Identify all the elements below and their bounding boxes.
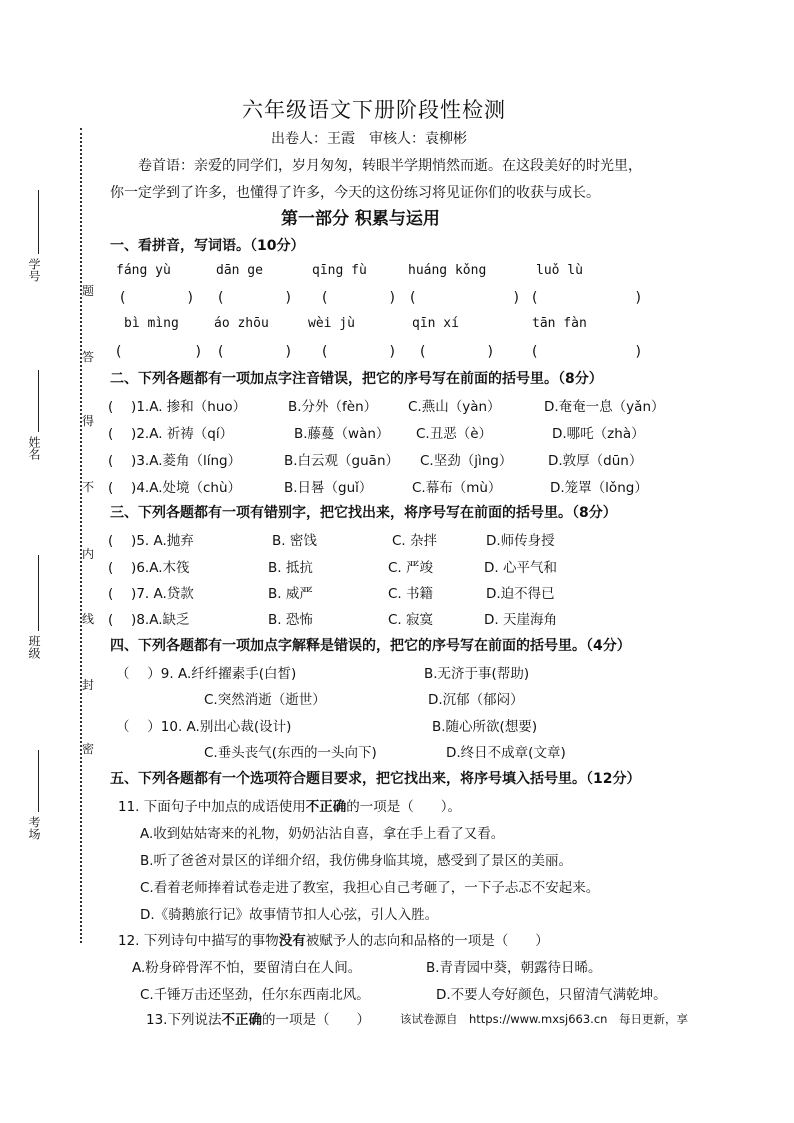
q13-stem[interactable]: 13.下列说法不正确的一项是（ ） [146, 1012, 370, 1028]
seal-char: 得 [82, 414, 95, 428]
pinyin-5: luǒ lù [536, 263, 583, 278]
q3-stem[interactable]: ( )3.A.菱角（líng） [108, 453, 242, 469]
q4-option-d: D.笼罩（lǒng） [550, 480, 648, 496]
field-line-class[interactable] [38, 555, 39, 631]
q1-option-c: C.燕山（yàn） [408, 399, 501, 415]
seal-char: 不 [82, 480, 95, 494]
seal-char: 封 [82, 678, 95, 692]
intro-line-2: 你一定学到了许多，也懂得了许多，今天的这份练习将见证你们的收获与成长。 [110, 185, 600, 201]
q3-option-c: C.坚劲（jìng） [420, 453, 513, 469]
q3-option-b: B.白云观（guān） [284, 453, 400, 469]
q2-stem[interactable]: ( )2.A. 祈祷（qí） [108, 426, 234, 442]
q9-option-d: D.沉郁（郁闷） [428, 692, 524, 708]
q11-option-b: B.听了爸爸对景区的详细介绍，我仿佛身临其境，感受到了景区的美丽。 [140, 853, 573, 869]
q9-stem[interactable]: （ ）9. A.纤纤擢素手(白皙) [116, 666, 297, 682]
q3-option-d: D.敦厚（dūn） [548, 453, 643, 469]
seal-char: 答 [82, 350, 95, 364]
q12-stem[interactable]: 12. 下列诗句中描写的事物没有被赋予人的志向和品格的一项是（ ） [118, 933, 549, 949]
q2-option-c: C.丑恶（è） [416, 426, 493, 442]
field-label-class: 班级 [27, 635, 41, 659]
q12-option-a: A.粉身碎骨浑不怕，要留清白在人间。 [132, 960, 362, 976]
q9-option-b: B.无济于事(帮助) [424, 666, 530, 682]
q5-option-c: C. 杂拌 [392, 533, 438, 549]
q2-option-d: D.哪吒（zhà） [552, 426, 645, 442]
intro-line-1: 卷首语：亲爱的同学们，岁月匆匆，转眼半学期悄然而逝。在这段美好的时光里， [138, 158, 642, 174]
q11-option-a: A.收到姑姑寄来的礼物，奶奶沾沾自喜，拿在手上看了又看。 [140, 826, 505, 842]
pinyin-2: dān ge [216, 263, 263, 278]
answer-blank[interactable]: ( ) [532, 344, 655, 360]
section-5-title: 五、下列各题都有一个选项符合题目要求，把它找出来，将序号填入括号里。（12分） [110, 771, 641, 787]
q7-option-c: C. 书籍 [388, 586, 434, 602]
q6-option-c: C. 严竣 [388, 560, 434, 576]
q10-option-d: D.终日不成章(文章) [446, 745, 566, 761]
q5-option-b: B. 密饯 [272, 533, 317, 549]
q4-stem[interactable]: ( )4.A.处境（chù） [108, 480, 242, 496]
answer-blank[interactable]: ( ) [322, 344, 400, 360]
field-label-student-id: 学号 [27, 258, 41, 282]
authors-line: 出卷人：王霞 审核人：袁柳彬 [271, 131, 467, 147]
pinyin-1: fáng yù [116, 263, 171, 278]
answer-blank[interactable]: ( ) [218, 344, 296, 360]
q6-option-b: B. 抵抗 [268, 560, 313, 576]
q7-stem[interactable]: ( )7. A.贷款 [108, 586, 194, 602]
q4-option-b: B.日晷（guǐ） [284, 480, 373, 496]
q8-option-c: C. 寂寞 [388, 612, 434, 628]
q8-option-d: D. 天崖海角 [484, 612, 557, 628]
q6-option-d: D. 心平气和 [484, 560, 557, 576]
seal-char: 密 [82, 742, 95, 756]
part-title: 第一部分 积累与运用 [281, 209, 440, 229]
pinyin-4: huáng kǒng [408, 263, 487, 278]
pinyin-9: qīn xí [412, 316, 459, 331]
q4-option-c: C.幕布（mù） [412, 480, 502, 496]
q9-option-c: C.突然消逝（逝世） [204, 692, 326, 708]
q1-option-d: D.奄奄一息（yǎn） [544, 399, 665, 415]
field-label-name: 姓名 [27, 436, 41, 460]
pinyin-7: áo zhōu [214, 316, 269, 331]
q7-option-d: D.迫不得已 [486, 586, 555, 602]
pinyin-6: bì mìng [124, 316, 179, 331]
q11-option-d: D.《骑鹅旅行记》故事情节扣人心弦，引人入胜。 [140, 907, 439, 923]
section-2-title: 二、下列各题都有一项加点字注音错误，把它的序号写在前面的括号里。（8分） [110, 371, 603, 387]
section-1-title: 一、看拼音，写词语。（10分） [110, 238, 305, 254]
q1-option-b: B.分外（fèn） [288, 399, 378, 415]
q10-option-b: B.随心所欲(想要) [432, 719, 538, 735]
q1-stem[interactable]: ( )1.A. 掺和（huo） [108, 399, 247, 415]
q12-option-d: D.不要人夸好颜色，只留清气满乾坤。 [436, 987, 667, 1003]
field-line-student-id[interactable] [38, 190, 39, 254]
source-watermark-text: 该试卷源自 https://www.mxsj663.cn 每日更新，享 [400, 1012, 688, 1026]
q5-stem[interactable]: ( )5. A.抛弃 [108, 533, 194, 549]
q12-option-c: C.千锤万击还坚劲，任尔东西南北风。 [140, 987, 370, 1003]
answer-blank[interactable]: ( ) [420, 344, 498, 360]
q5-option-d: D.师传身授 [486, 533, 555, 549]
pinyin-3: qīng fù [312, 263, 367, 278]
field-line-name[interactable] [38, 370, 39, 432]
answer-blank[interactable]: ( ) [322, 290, 400, 306]
answer-blank[interactable]: ( ) [410, 290, 533, 306]
answer-blank[interactable]: ( ) [120, 290, 198, 306]
answer-blank[interactable]: ( ) [218, 290, 296, 306]
seal-char: 题 [82, 284, 95, 298]
q7-option-b: B. 威严 [268, 586, 313, 602]
q2-option-b: B.藤蔓（wàn） [294, 426, 390, 442]
q11-stem[interactable]: 11. 下面句子中加点的成语使用不正确的一项是（ ）。 [118, 799, 462, 815]
q12-option-b: B.青青园中葵，朝露待日晞。 [426, 960, 602, 976]
answer-blank[interactable]: ( ) [532, 290, 655, 306]
pinyin-8: wèi jù [308, 316, 355, 331]
q8-option-b: B. 恐怖 [268, 612, 313, 628]
q10-stem[interactable]: （ ）10. A.别出心裁(设计) [116, 719, 292, 735]
field-line-exam-room[interactable] [38, 750, 39, 812]
q11-option-c: C.看着老师捧着试卷走进了教室，我担心自己考砸了，一下子忐忑不安起来。 [140, 880, 600, 896]
section-3-title: 三、下列各题都有一项有错别字，把它找出来，将序号写在前面的括号里。（8分） [110, 505, 617, 521]
binding-dotted-line [80, 128, 82, 943]
page-title: 六年级语文下册阶段性检测 [242, 98, 506, 122]
answer-blank[interactable]: ( ) [116, 344, 209, 360]
seal-char: 线 [82, 612, 95, 626]
field-label-exam-room: 考场 [27, 816, 41, 840]
pinyin-10: tān fàn [532, 316, 587, 331]
q6-stem[interactable]: ( )6.A.木筏 [108, 560, 190, 576]
q10-option-c: C.垂头丧气(东西的一头向下) [204, 745, 377, 761]
section-4-title: 四、下列各题都有一项加点字解释是错误的，把它的序号写在前面的括号里。（4分） [110, 638, 631, 654]
seal-char: 内 [82, 547, 95, 561]
q8-stem[interactable]: ( )8.A.缺乏 [108, 612, 190, 628]
